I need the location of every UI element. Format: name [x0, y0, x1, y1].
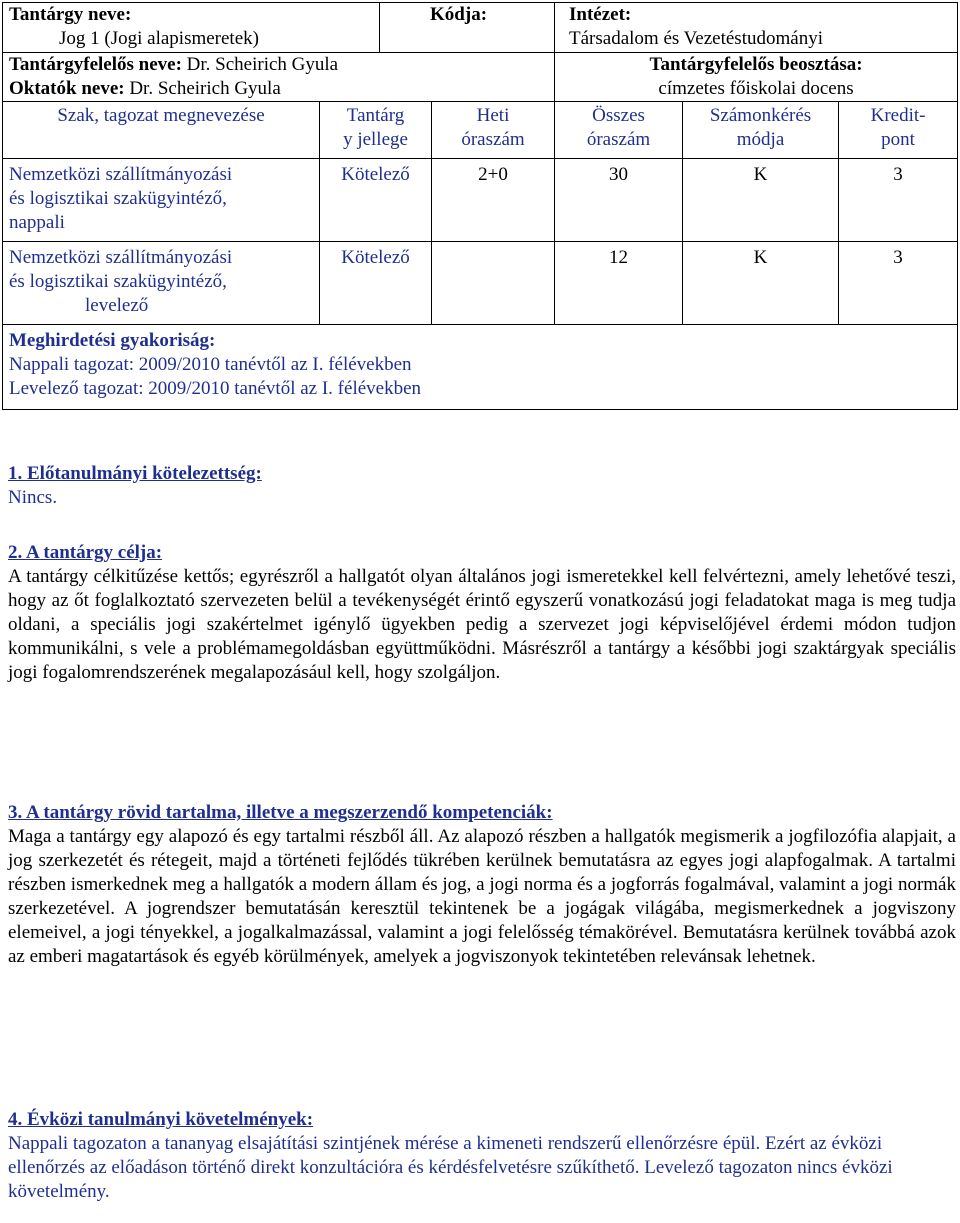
total-hours-cell: 12: [555, 242, 683, 325]
program-cell: Nemzetközi szállítmányozási és logisztikai szakügyintéző, nappali: [3, 159, 320, 242]
section-prerequisites: [8, 462, 956, 510]
course-info-table: [2, 2, 958, 410]
program-header: Szak, tagozat megnevezése: [3, 102, 320, 159]
type-cell: Kötelező: [320, 242, 432, 325]
position-value: címzetes főiskolai docens: [658, 78, 854, 99]
code-label: Kódja:: [430, 4, 488, 25]
section-heading: 4. Évközi tanulmányi követelmények:: [8, 1109, 314, 1130]
position-cell: [555, 53, 958, 102]
position-label: Tantárgyfelelős beosztása:: [649, 54, 863, 75]
section-course-goal: [8, 541, 956, 685]
section-course-content: [8, 801, 956, 969]
type-cell: Kötelező: [320, 159, 432, 242]
credit-header: Kredit- pont: [839, 102, 958, 159]
credit-cell: 3: [839, 159, 958, 242]
frequency-correspondence: Levelező tagozat: 2009/2010 tanévtől az I. félévekben: [9, 378, 422, 399]
section-body: A tantárgy célkitűzése kettős; egyrészről a hallgatót olyan általános jogi ismeretekkel kell felvértezni, amely lehetővé teszi, hogy az őt foglalkoztató szervezeten belül a tevékenységét érintő egyszerű vonatkozású jogi feladatokat maga is meg tudja oldani, a speciális jogi szakértelmet igénylő ügyekben pedig a szervezet jogi képviselőjével érdemi módon tudjon kommunikálni, s vele a problémamegoldásban együttműködni. Másrészről a tantárgy a későbbi jogi szaktárgyak speciális jogi fogalomrendszerének megalapozásául kell, hogy szolgáljon.: [8, 566, 956, 683]
subject-name-value: Jog 1 (Jogi alapismeretek): [59, 28, 259, 49]
teachers-value: Dr. Scheirich Gyula: [129, 78, 281, 99]
section-semester-requirements: [8, 1108, 956, 1204]
section-body: Nincs.: [8, 487, 58, 508]
table-row: [3, 159, 958, 242]
weekly-hours-cell: [432, 242, 555, 325]
total-hours-cell: 30: [555, 159, 683, 242]
total-hours-header: Összes óraszám: [555, 102, 683, 159]
type-header: Tantárg y jellege: [320, 102, 432, 159]
frequency-daytime: Nappali tagozat: 2009/2010 tanévtől az I. félévekben: [9, 354, 412, 375]
weekly-hours-header: Heti óraszám: [432, 102, 555, 159]
responsible-value: Dr. Scheirich Gyula: [186, 54, 339, 75]
responsible-cell: [3, 53, 555, 102]
frequency-row: [3, 325, 958, 410]
code-cell: [380, 3, 555, 53]
frequency-cell: [3, 325, 958, 410]
institute-value: Társadalom és Vezetéstudományi: [569, 28, 823, 49]
subject-name-cell: [3, 3, 380, 53]
institute-label: Intézet:: [569, 4, 632, 25]
section-heading: 1. Előtanulmányi kötelezettség:: [8, 463, 262, 484]
course-table-header-row: [3, 102, 958, 159]
section-body: Maga a tantárgy egy alapozó és egy tartalmi részből áll. Az alapozó részben a hallgatók megismerik a jogfilozófia alapjait, a jog szerkezetét és rétegeit, majd a történeti fejlődés tükrében kerülnek bemutatásra az egyes jogi alapfogalmak. A tartalmi részben ismerkednek meg a hallgatók a modern állam és jog, a jogi norma és a jogforrás fogalmával, valamint a jogi normák szerkezetével. A jogrendszer bemutatásán keresztül tekintenek be a jogágak világába, megismerkednek a jogviszony elemeivel, a jogi tényekkel, a jogalkalmazással, valamint a jogi felelősség témakörével. Bemutatásra kerülnek továbbá azok az emberi magatartások és egyéb körülmények, amelyek a jogviszonyok tekintetében relevánsak lehetnek.: [8, 826, 956, 967]
weekly-hours-cell: 2+0: [432, 159, 555, 242]
credit-cell: 3: [839, 242, 958, 325]
section-heading: 3. A tantárgy rövid tartalma, illetve a megszerzendő kompetenciák:: [8, 802, 553, 823]
teachers-label: Oktatók neve:: [9, 78, 125, 99]
responsible-label: Tantárgyfelelős neve:: [9, 54, 182, 75]
section-body: Nappali tagozaton a tananyag elsajátítási szintjének mérése a kimeneti rendszerű ellenőrzésre épül. Ezért az évközi ellenőrzés az előadáson történő direkt konzultációra és kérdésfelvetésre szűkíthető. Levelező tagozaton nincs évközi követelmény.: [8, 1133, 893, 1202]
program-cell: Nemzetközi szállítmányozási és logisztikai szakügyintéző, levelező: [3, 242, 320, 325]
exam-type-header: Számonkérés módja: [683, 102, 839, 159]
table-row: [3, 242, 958, 325]
subject-name-label: Tantárgy neve:: [9, 4, 132, 25]
section-heading: 2. A tantárgy célja:: [8, 542, 163, 563]
institute-cell: [555, 3, 958, 53]
frequency-label: Meghirdetési gyakoriság:: [9, 330, 216, 351]
exam-type-cell: K: [683, 159, 839, 242]
exam-type-cell: K: [683, 242, 839, 325]
